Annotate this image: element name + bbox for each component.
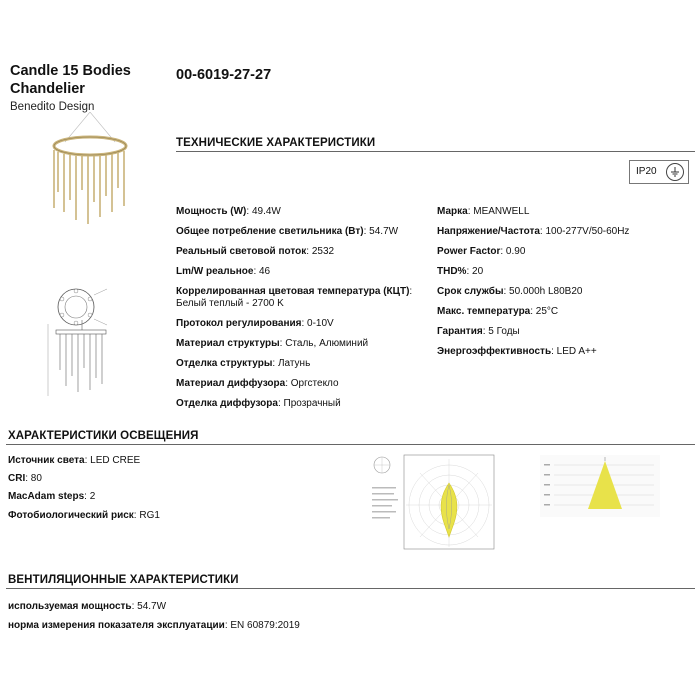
- spec-dimming: Протокол регулирования: 0-10V: [176, 318, 334, 329]
- spec-energy-class: Энергоэффективность: LED A++: [437, 346, 597, 357]
- chandelier-photo: [40, 112, 140, 227]
- spec-warranty: Гарантия: 5 Годы: [437, 326, 520, 337]
- spec-power-factor: Power Factor: 0.90: [437, 246, 526, 257]
- side-view-drawing: [42, 320, 122, 400]
- spec-diffuser-finish: Отделка диффузора: Прозрачный: [176, 398, 341, 409]
- spec-max-temperature: Макс. температура: 25°C: [437, 306, 559, 317]
- spec-voltage: Напряжение/Частота: 100-277V/50-60Hz: [437, 226, 630, 237]
- vent-used-power: используемая мощность: 54.7W: [8, 601, 167, 612]
- spec-luminous-flux: Реальный световой поток: 2532: [176, 246, 335, 257]
- lighting-header: ХАРАКТЕРИСТИКИ ОСВЕЩЕНИЯ: [8, 430, 199, 442]
- spec-efficacy: Lm/W реальное: 46: [176, 266, 271, 277]
- spec-structure-finish: Отделка структуры: Латунь: [176, 358, 311, 369]
- photometric-polar-diagram: [368, 453, 498, 551]
- spec-lifetime: Срок службы: 50.000h L80B20: [437, 286, 583, 297]
- light-source: Источник света: LED CREE: [8, 455, 141, 466]
- spec-total-consumption: Общее потребление светильника (Вт): 54.7W: [176, 226, 399, 237]
- light-macadam: MacAdam steps: 2: [8, 491, 96, 502]
- spec-thd: THD%: 20: [437, 266, 484, 277]
- ventilation-divider: [6, 588, 695, 589]
- ventilation-header: ВЕНТИЛЯЦИОННЫЕ ХАРАКТЕРИСТИКИ: [8, 574, 239, 586]
- designer-name: Benedito Design: [10, 101, 95, 113]
- spec-brand: Марка: MEANWELL: [437, 206, 530, 217]
- ip-rating: IP20: [636, 166, 657, 177]
- product-code: 00-6019-27-27: [176, 67, 272, 83]
- light-cri: CRI: 80: [8, 473, 42, 484]
- lighting-divider: [6, 444, 695, 445]
- product-name: Candle 15 Bodies Chandelier: [10, 63, 131, 97]
- spec-diffuser-material: Материал диффузора: Оргстекло: [176, 378, 339, 389]
- spec-cct: Коррелированная цветовая температура (КЦТ):: [176, 286, 413, 297]
- light-cone-diagram: [540, 455, 660, 517]
- spec-cct-value: Белый теплый - 2700 K: [176, 298, 284, 309]
- vent-standard: норма измерения показателя эксплуатации: EN 60879:2019: [8, 620, 300, 631]
- technical-header: ТЕХНИЧЕСКИЕ ХАРАКТЕРИСТИКИ: [176, 137, 376, 149]
- ground-icon: [666, 163, 684, 181]
- light-photobiological-risk: Фотобиологический риск: RG1: [8, 510, 160, 521]
- spec-power: Мощность (W): 49.4W: [176, 206, 281, 217]
- ip-rating-box: [629, 160, 689, 184]
- technical-divider: [176, 151, 695, 152]
- spec-structure-material: Материал структуры: Сталь, Алюминий: [176, 338, 369, 349]
